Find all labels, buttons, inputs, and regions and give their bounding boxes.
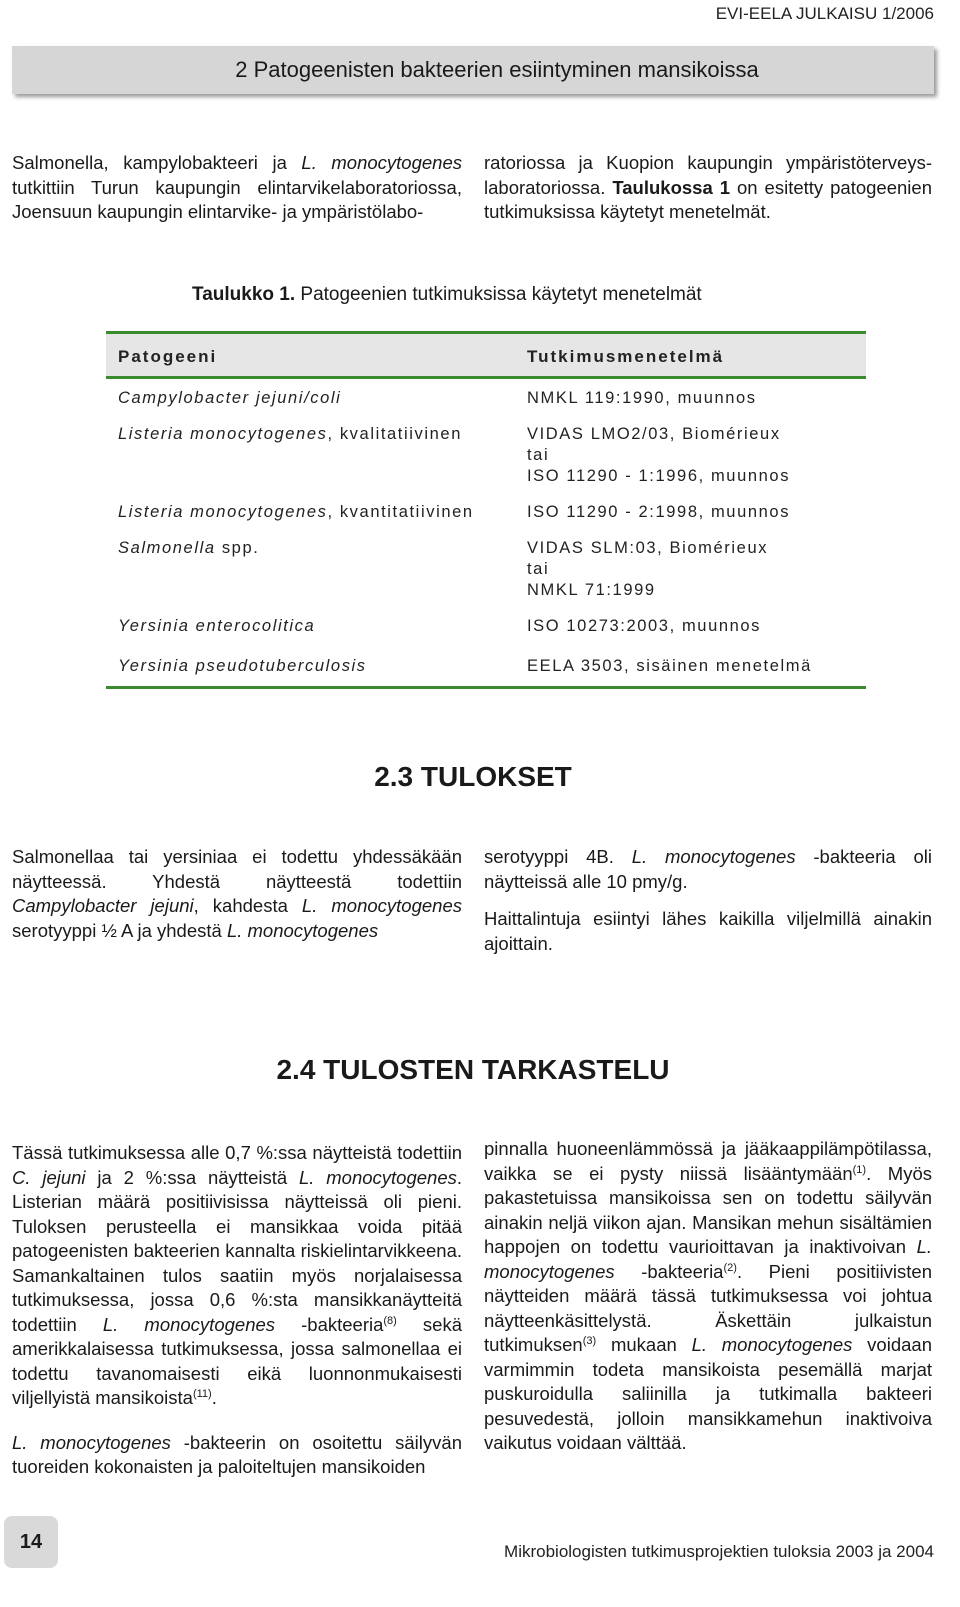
- results-right-paragraph: [484, 845, 932, 894]
- discussion-right-paragraph: [484, 1137, 932, 1456]
- table-cell-method: [527, 388, 757, 409]
- table-bottom-rule: [106, 686, 866, 689]
- text-span: pinnalla huoneenlämmössä ja jääkaappilämpötilassa, vaikka se ei pysty niissä lisääntymään: [484, 1138, 932, 1184]
- text-span: .: [211, 1387, 217, 1408]
- citation-ref: (2): [723, 1261, 737, 1274]
- table-header-rule: [106, 376, 866, 379]
- table-cell-method: [527, 538, 768, 601]
- species-name: Listeria monocytogenes: [118, 425, 328, 443]
- page-number: 14: [19, 1530, 43, 1553]
- text-span: . Listerian määrä positiivisissa näytteissä oli pieni. Tuloksen perusteella ei mansikkaa voida pitää patogeenisten bakteerien kannalta riskielintarvikkeena. Samankaltainen tulos saatiin myös norjalaisessa tutkimuksessa, jossa 0,6 %:sta mansikkanäytteitä todettiin: [12, 1166, 463, 1335]
- text-span: voidaan varmimmin todeta mansikoista pesemällä marjat puskuroidulla saliinilla ja tutkimalla bakteeri pesuvedestä, jolloin mansikkamehun inaktivoiva vaikutus voidaan välttää.: [484, 1334, 932, 1453]
- species-name: L. monocytogenes: [631, 846, 796, 867]
- table-cell-pathogen: [118, 502, 474, 523]
- table-cell-pathogen: [118, 656, 367, 677]
- table-cell-method: [527, 656, 812, 677]
- column-header-pathogen: Patogeeni: [118, 347, 218, 366]
- text-span: spp.: [215, 539, 260, 557]
- text-span: Salmonellaa tai yersiniaa ei todettu yhdessäkään näytteessä. Yhdestä näytteestä todettiin: [12, 846, 462, 892]
- table-cell-pathogen: [118, 538, 259, 559]
- results-right-column: [484, 845, 932, 956]
- text-span: Salmonella, kampylobakteeri ja: [12, 152, 302, 173]
- species-name: L. monocytogenes: [484, 1236, 932, 1282]
- footer-title: Mikrobiologisten tutkimusprojektien tuloksia 2003 ja 2004: [504, 1542, 934, 1561]
- text-span: sekä amerikkalaisessa tutkimuksessa, jossa salmonellaa ei todettu tavanomaisesti eikä luonnonmukaisesti viljellyistä mansikoista: [12, 1313, 463, 1408]
- text-span: mukaan: [596, 1334, 692, 1355]
- citation-ref: (8): [383, 1314, 397, 1327]
- section-heading-results: 2.3 TULOKSET: [374, 761, 572, 792]
- table-cell-pathogen: [118, 616, 315, 637]
- discussion-left-paragraph: [12, 1431, 462, 1480]
- species-name: L. monocytogenes: [298, 1166, 457, 1188]
- species-name: L. monocytogenes: [226, 919, 379, 941]
- species-name: Salmonella: [118, 539, 216, 557]
- table-cell-method: [527, 502, 790, 523]
- method-line: NMKL 71:1999: [527, 581, 656, 599]
- table-header-row: [106, 334, 866, 376]
- table-caption: [192, 284, 702, 306]
- text-span: ja 2 %:ssa näytteistä: [85, 1166, 299, 1188]
- text-span: on esitetty patogeenien tutkimuksissa käytetyt menetelmät.: [484, 176, 932, 222]
- text-span: tutkittiin Turun kaupungin elintarvikelaboratoriossa, Joensuun kaupungin elintarvike- ja ympäristölabo-: [12, 176, 462, 222]
- intro-right-paragraph: [484, 151, 932, 225]
- method-line: ISO 11290 - 2:1998, muunnos: [527, 503, 791, 521]
- species-name: Campylobacter jejuni: [12, 895, 194, 916]
- table-reference: Taulukossa 1: [612, 176, 731, 198]
- method-line: tai: [527, 446, 550, 464]
- text-span: serotyyppi ½ A ja yhdestä: [12, 919, 227, 941]
- section-heading-discussion: 2.4 TULOSTEN TARKASTELU: [276, 1054, 670, 1085]
- citation-ref: (1): [852, 1163, 867, 1176]
- text-span: -bakteeria: [614, 1260, 724, 1282]
- species-name: Yersinia pseudotuberculosis: [118, 657, 367, 675]
- results-right-paragraph: Haittalintuja esiintyi lähes kaikilla viljelmillä ainakin ajoittain.: [484, 908, 932, 954]
- text-span: , kvantitatiivinen: [327, 503, 474, 521]
- text-span: , kvalitatiivinen: [327, 425, 462, 443]
- page-number-badge: [4, 1516, 58, 1568]
- table-cell-method: [527, 424, 790, 487]
- citation-ref: (3): [582, 1334, 597, 1347]
- table-cell-pathogen: [118, 388, 341, 409]
- table-caption-label: Taulukko 1.: [192, 284, 296, 305]
- species-name: L. monocytogenes: [301, 152, 462, 173]
- species-name: Yersinia enterocolitica: [118, 617, 316, 635]
- species-name: L. monocytogenes: [12, 1431, 171, 1453]
- species-name: L. monocytogenes: [102, 1313, 276, 1335]
- results-left-paragraph: [12, 845, 462, 943]
- text-span: ratoriossa ja Kuopion kaupungin ympäristöterveys-laboratoriossa.: [484, 152, 932, 198]
- text-span: . Myös pakastetuissa mansikoissa sen on todettu säilyvän ainakin neljä viikon ajan. Mansikan mehun sisältämien happojen on todettu vaurioittavan ja inaktivoivan: [484, 1162, 932, 1257]
- column-header-method: Tutkimusmenetelmä: [527, 347, 725, 366]
- text-span: Tässä tutkimuksessa alle 0,7 %:ssa näytteistä todettiin: [12, 1142, 462, 1163]
- text-span: -bakteerin on osoitettu säilyvän tuoreiden kokonaisten ja paloiteltujen mansikoiden: [12, 1431, 462, 1477]
- citation-ref: (11): [192, 1387, 212, 1400]
- discussion-left-column: [12, 1141, 462, 1480]
- method-line: VIDAS SLM:03, Biomérieux: [527, 539, 769, 557]
- species-name: Campylobacter jejuni/coli: [118, 389, 342, 407]
- discussion-left-paragraph: [12, 1141, 462, 1411]
- table-cell-method: [527, 616, 761, 637]
- method-line: NMKL 119:1990, muunnos: [527, 389, 757, 407]
- text-span: -bakteeria oli näytteissä alle 10 pmy/g.: [484, 846, 932, 892]
- publication-header: EVI-EELA JULKAISU 1/2006: [715, 4, 934, 23]
- text-span: , kahdesta: [193, 895, 302, 916]
- species-name: L. monocytogenes: [691, 1334, 853, 1355]
- text-span: . Pieni positiivisten näytteiden määrä tässä tutkimuksessa voi johtua näytteenkäsittelystä. Äskettäin julkaistun tutkimuksen: [484, 1260, 933, 1355]
- method-line: EELA 3503, sisäinen menetelmä: [527, 657, 812, 675]
- text-span: serotyyppi 4B.: [484, 846, 632, 867]
- method-line: tai: [527, 560, 550, 578]
- method-line: ISO 11290 - 1:1996, muunnos: [527, 467, 791, 485]
- method-line: VIDAS LMO2/03, Biomérieux: [527, 425, 781, 443]
- table-caption-text: Patogeenien tutkimuksissa käytetyt menetelmät: [295, 284, 702, 305]
- method-line: ISO 10273:2003, muunnos: [527, 617, 762, 635]
- species-name: L. monocytogenes: [301, 895, 462, 916]
- species-name: C. jejuni: [12, 1166, 86, 1188]
- chapter-title: 2 Patogeenisten bakteerien esiintyminen mansikoissa: [235, 57, 759, 82]
- table-cell-pathogen: [118, 424, 462, 445]
- species-name: Listeria monocytogenes: [118, 503, 328, 521]
- chapter-title-bar: [12, 46, 934, 94]
- text-span: -bakteeria: [275, 1313, 384, 1335]
- intro-left-paragraph: [12, 151, 462, 225]
